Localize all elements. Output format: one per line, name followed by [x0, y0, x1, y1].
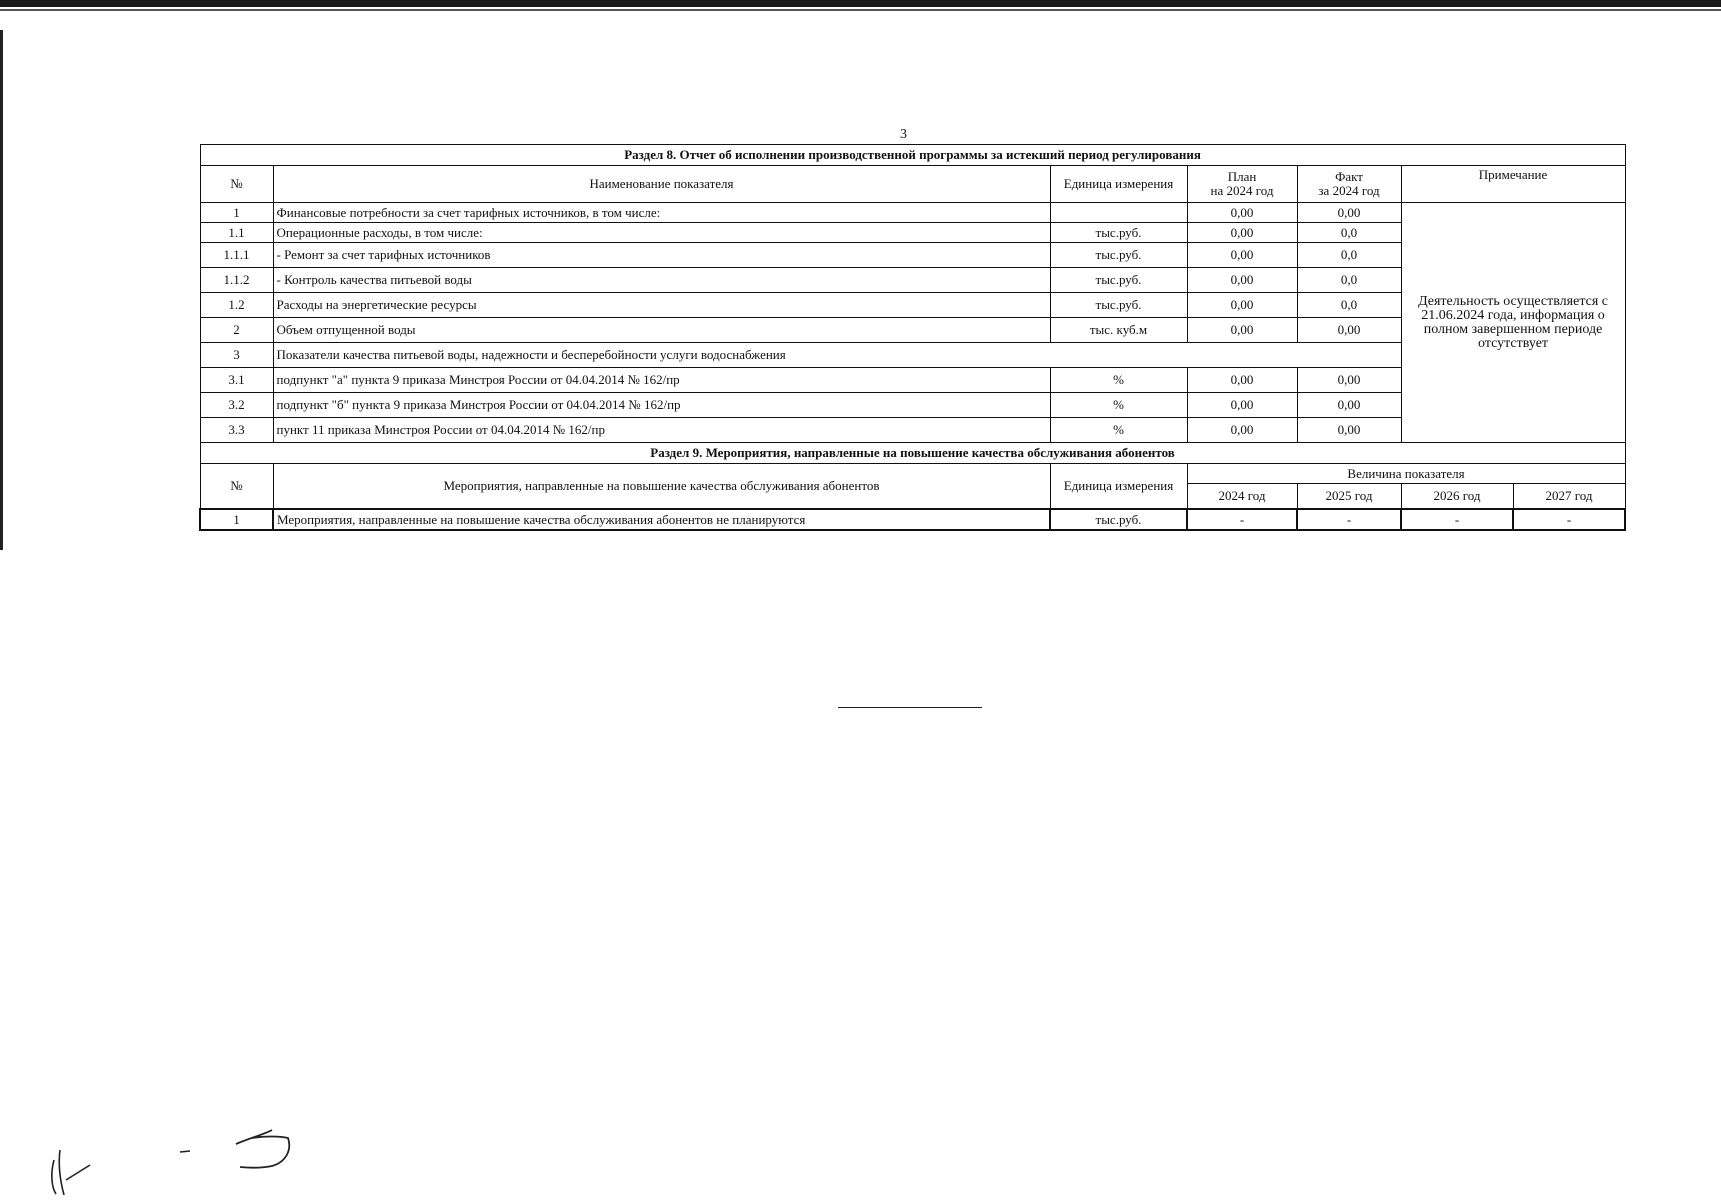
- header-unit: Единица измерения: [1050, 166, 1187, 203]
- row-plan: 0,00: [1187, 368, 1297, 393]
- header-year: 2026 год: [1401, 484, 1513, 510]
- header-fact-line2: за 2024 год: [1318, 183, 1380, 198]
- table-row: [200, 509, 1625, 530]
- row-num: 3.1: [200, 368, 273, 393]
- row-num: 1.1: [200, 223, 273, 243]
- row-unit: [1050, 203, 1187, 223]
- row-fact: 0,00: [1297, 203, 1401, 223]
- row-unit: %: [1050, 393, 1187, 418]
- header-num: №: [200, 166, 273, 203]
- row-value: -: [1297, 509, 1401, 530]
- end-rule: [838, 707, 982, 708]
- header-plan: [1187, 166, 1297, 203]
- row-value: -: [1401, 509, 1513, 530]
- note-text: Деятельность осуществляется с 21.06.2024 года, информация о полном завершенном периоде отсутствует: [1401, 203, 1625, 443]
- row-plan: 0,00: [1187, 268, 1297, 293]
- header-year: 2027 год: [1513, 484, 1625, 510]
- header-plan-line2: на 2024 год: [1210, 183, 1274, 198]
- row-value: -: [1187, 509, 1297, 530]
- row-plan: 0,00: [1187, 243, 1297, 268]
- row-num: 1.2: [200, 293, 273, 318]
- row-num: 3.3: [200, 418, 273, 443]
- row-fact: 0,0: [1297, 293, 1401, 318]
- scan-border-line: [0, 9, 1721, 11]
- row-unit: тыс.руб.: [1050, 509, 1187, 530]
- header-fact: [1297, 166, 1401, 203]
- row-plan: 0,00: [1187, 293, 1297, 318]
- header-fact-line1: Факт: [1335, 169, 1363, 184]
- header-value: Величина показателя: [1187, 464, 1625, 484]
- section8-title: Раздел 8. Отчет об исполнении производственной программы за истекший период регулирования: [200, 145, 1625, 166]
- table-row: [200, 203, 1625, 223]
- header-year: 2025 год: [1297, 484, 1401, 510]
- row-name: Мероприятия, направленные на повышение качества обслуживания абонентов не планируются: [273, 509, 1050, 530]
- row-num: 1.1.1: [200, 243, 273, 268]
- row-fact: 0,0: [1297, 223, 1401, 243]
- row-name: подпункт "б" пункта 9 приказа Минстроя России от 04.04.2014 № 162/пр: [273, 393, 1050, 418]
- section8-title-row: [200, 145, 1625, 166]
- row-name: подпункт "а" пункта 9 приказа Минстроя России от 04.04.2014 № 162/пр: [273, 368, 1050, 393]
- row-plan: 0,00: [1187, 418, 1297, 443]
- section9-title-row: [200, 443, 1625, 464]
- row-name: - Контроль качества питьевой воды: [273, 268, 1050, 293]
- header-note: Примечание: [1401, 166, 1625, 203]
- row-num: 2: [200, 318, 273, 343]
- row-num: 3.2: [200, 393, 273, 418]
- row-plan: 0,00: [1187, 203, 1297, 223]
- row-name: Показатели качества питьевой воды, надежности и бесперебойности услуги водоснабжения: [273, 343, 1401, 368]
- row-fact: 0,00: [1297, 368, 1401, 393]
- header-activity-name: Мероприятия, направленные на повышение качества обслуживания абонентов: [273, 464, 1050, 510]
- section8-header-row: [200, 166, 1625, 203]
- page-number: 3: [900, 127, 907, 142]
- row-name: Объем отпущенной воды: [273, 318, 1050, 343]
- handwritten-signature: [40, 1110, 320, 1200]
- row-num: 1: [200, 509, 273, 530]
- row-plan: 0,00: [1187, 318, 1297, 343]
- header-unit: Единица измерения: [1050, 464, 1187, 510]
- section9-title: Раздел 9. Мероприятия, направленные на повышение качества обслуживания абонентов: [200, 443, 1625, 464]
- row-name: Операционные расходы, в том числе:: [273, 223, 1050, 243]
- header-num: №: [200, 464, 273, 510]
- section9-header-row: [200, 464, 1625, 484]
- row-unit: тыс.руб.: [1050, 243, 1187, 268]
- header-year: 2024 год: [1187, 484, 1297, 510]
- row-fact: 0,0: [1297, 243, 1401, 268]
- scan-border-left: [0, 30, 3, 550]
- row-num: 3: [200, 343, 273, 368]
- row-name: - Ремонт за счет тарифных источников: [273, 243, 1050, 268]
- row-num: 1: [200, 203, 273, 223]
- header-plan-line1: План: [1227, 169, 1257, 184]
- row-name: Расходы на энергетические ресурсы: [273, 293, 1050, 318]
- row-fact: 0,00: [1297, 418, 1401, 443]
- report-table: [199, 144, 1626, 531]
- row-value: -: [1513, 509, 1625, 530]
- header-name: Наименование показателя: [273, 166, 1050, 203]
- row-name: пункт 11 приказа Минстроя России от 04.04.2014 № 162/пр: [273, 418, 1050, 443]
- row-unit: тыс.руб.: [1050, 268, 1187, 293]
- row-plan: 0,00: [1187, 223, 1297, 243]
- row-fact: 0,0: [1297, 268, 1401, 293]
- row-plan: 0,00: [1187, 393, 1297, 418]
- row-unit: тыс.руб.: [1050, 293, 1187, 318]
- row-unit: %: [1050, 368, 1187, 393]
- scan-border-top: [0, 0, 1721, 7]
- row-fact: 0,00: [1297, 318, 1401, 343]
- row-unit: тыс. куб.м: [1050, 318, 1187, 343]
- row-unit: %: [1050, 418, 1187, 443]
- row-num: 1.1.2: [200, 268, 273, 293]
- row-unit: тыс.руб.: [1050, 223, 1187, 243]
- row-fact: 0,00: [1297, 393, 1401, 418]
- row-name: Финансовые потребности за счет тарифных источников, в том числе:: [273, 203, 1050, 223]
